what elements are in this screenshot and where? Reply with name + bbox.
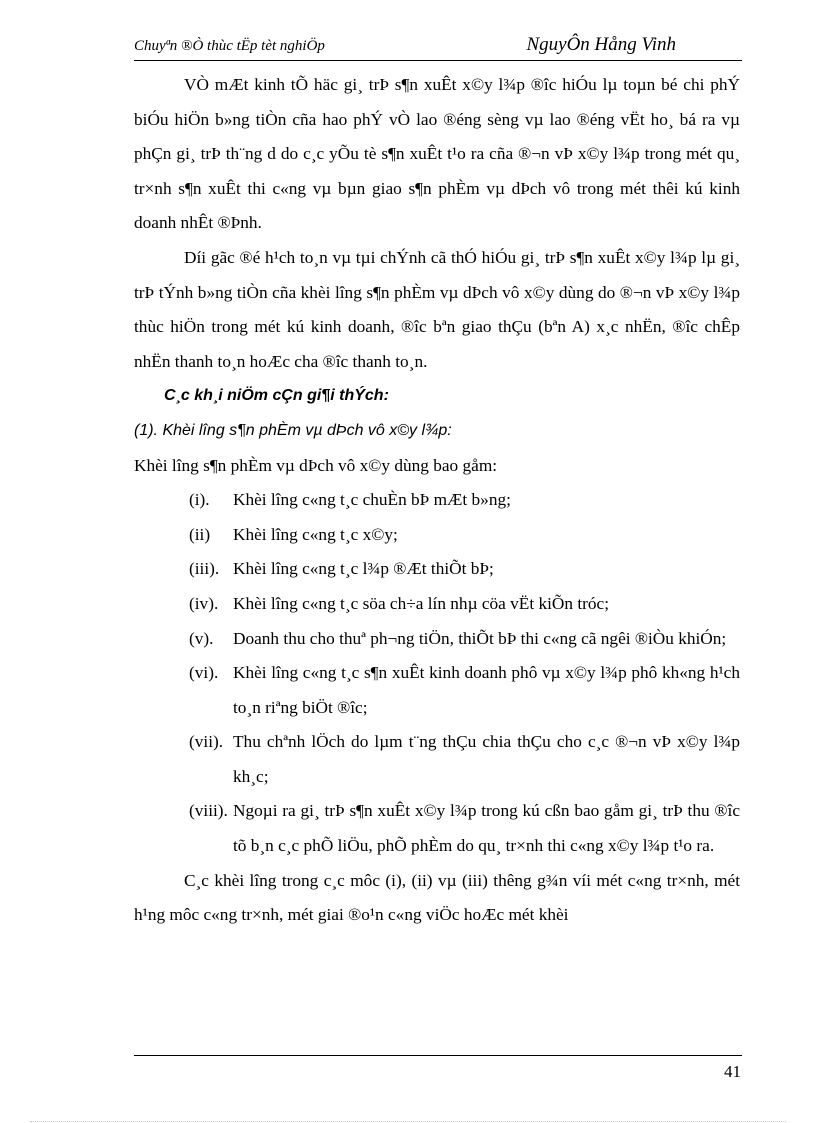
list-item-text: Thu chªnh lÖch do lµm t¨ng thÇu chia thÇu cho c¸c ®¬n vÞ x©y l¾p kh¸c; — [233, 732, 740, 786]
list-item — [134, 622, 740, 657]
body-paragraph: C¸c khèi lîng trong c¸c môc (i), (ii) vµ (iii) thêng g¾n víi mét c«ng tr×nh, mét h¹ng môc c«ng tr×nh, mét giai ®o¹n c«ng viÖc hoÆc mét khèi — [134, 870, 740, 925]
list-item — [134, 794, 740, 863]
section-heading: C¸c kh¸i niÖm cÇn gi¶i thÝch: — [164, 387, 389, 405]
list-item-text: Ngoµi ra gi¸ trÞ s¶n xuÊt x©y l¾p trong kú cßn bao gåm gi¸ trÞ thu ®îc tõ b¸n c¸c phÕ liÖu, phÕ phÈm do qu¸ tr×nh thi c«ng x©y l¾p t¹o ra. — [233, 801, 740, 856]
list-item-text: Khèi lîng c«ng t¸c l¾p ®Æt thiÕt bÞ; — [233, 559, 494, 579]
footer-divider — [134, 1055, 742, 1056]
page-number: 41 — [724, 1062, 741, 1081]
list-intro: Khèi lîng s¶n phÈm vµ dÞch vô x©y dùng bao gåm: — [134, 455, 498, 475]
list-item — [134, 725, 740, 794]
page-body — [134, 68, 740, 933]
list-item-number: (ii) — [189, 524, 211, 544]
page-edge-divider — [30, 1121, 786, 1122]
header-document-title: Chuyªn ®Ò thùc tËp tèt nghiÖp — [134, 38, 325, 54]
page-header — [134, 36, 742, 61]
list-item — [134, 656, 740, 725]
list-item-number: (vii). — [189, 732, 224, 752]
list-item-number: (vi). — [189, 663, 219, 683]
list-item — [134, 587, 740, 622]
list-item-text: Khèi lîng c«ng t¸c söa ch÷a lín nhµ cöa vËt kiÕn tróc; — [233, 593, 610, 613]
list-item-number: (viii). — [189, 801, 228, 821]
body-paragraph: Díi gãc ®é h¹ch to¸n vµ tµi chÝnh cã thÓ hiÓu gi¸ trÞ s¶n xuÊt x©y l¾p lµ gi¸ trÞ tÝnh b»ng tiÒn cña khèi lîng s¶n phÈm vµ dÞch vô x©y dùng do ®¬n vÞ x©y l¾p thùc hiÖn trong mét kú kinh doanh, ®îc bªn giao thÇu (bªn A) x¸c nhËn, ®îc chÊp nhËn thanh to¸n hoÆc cha ®îc thanh to¸n. — [134, 247, 740, 371]
list-item-number: (i). — [189, 490, 210, 510]
body-paragraph: VÒ mÆt kinh tÕ häc gi¸ trÞ s¶n xuÊt x©y l¾p ®îc hiÓu lµ toµn bé chi phÝ biÓu hiÖn b»ng tiÒn cña hao phÝ vÒ lao ®éng sèng vµ lao ®éng vËt ho¸ bá ra vµ phÇn gi¸ trÞ th¨ng d do c¸c yÕu tè s¶n xuÊt t¹o ra cña ®¬n vÞ x©y l¾p trong mét qu¸ tr×nh s¶n xuÊt thi c«ng vµ bµn giao s¶n phÈm vµ dÞch vô trong mét thêi kú kinh doanh nhÊt ®Þnh. — [134, 75, 740, 233]
list-item — [134, 552, 740, 587]
list-item-text: Doanh thu cho thuª ph¬ng tiÖn, thiÕt bÞ thi c«ng cã ngêi ®iÒu khiÓn; — [233, 628, 727, 648]
subsection-heading: (1). Khèi lîng s¶n phÈm vµ dÞch vô x©y l¾p: — [134, 421, 452, 439]
list-item-text: Khèi lîng c«ng t¸c s¶n xuÊt kinh doanh phô vµ x©y l¾p phô kh«ng h¹ch to¸n riªng biÖt ®îc; — [233, 663, 740, 717]
list-item — [134, 483, 740, 518]
list-item-number: (iii). — [189, 559, 220, 579]
list-item-number: (v). — [189, 628, 214, 648]
list-item-text: Khèi lîng c«ng t¸c x©y; — [233, 524, 398, 544]
list-item-number: (iv). — [189, 593, 219, 613]
header-author-name: NguyÔn Hång Vinh — [526, 34, 676, 55]
list-item — [134, 518, 740, 553]
list-item-text: Khèi lîng c«ng t¸c chuÈn bÞ mÆt b»ng; — [233, 490, 511, 510]
